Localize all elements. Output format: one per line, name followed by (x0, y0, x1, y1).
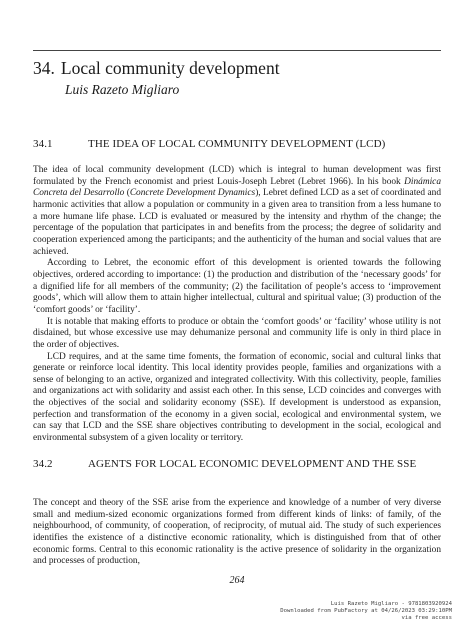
chapter-title (33, 59, 280, 78)
italic-title-text: Concrete Development Dynamics (129, 188, 256, 199)
section-number: 34.2 (33, 458, 53, 470)
chapter-title-text: Local community development (60, 58, 280, 78)
section-title: AGENTS FOR LOCAL ECONOMIC DEVELOPMENT AND THE SSE (88, 458, 417, 470)
chapter-author: Luis Razeto Migliaro (65, 82, 180, 97)
paragraph-text: It is notable that making efforts to produce or obtain the ‘comfort goods’ or ‘facility’ whose utility is not disdained, but whose excessive use may dehumanize personal and community life is only in third place in the order of objectives. (33, 316, 441, 350)
top-rule (33, 50, 441, 51)
footer-line: via free access (401, 615, 452, 622)
chapter-number: 34. (33, 58, 55, 78)
body-paragraph (33, 258, 441, 316)
page-number: 264 (229, 575, 245, 586)
paragraph-text: The concept and theory of the SSE arise from the experience and knowledge of a number of very diverse small and medium-sized economic organizations formed from different kinds of links: of family, of the neighbourhood, of community, of cooperation, of reciprocity, of mutual aid. The study of such experiences identifies the existence of a distinctive economic rationality, which is distinguished from that of other economic forms. Central to this economic rationality is the active presence of solidarity in the organization and processes of production, (33, 498, 441, 567)
body-paragraph (33, 498, 441, 568)
section-heading-2 (33, 458, 417, 471)
section-1-body (33, 165, 441, 445)
italic-title-text: Dinámica Concreta del Desarrollo (33, 176, 441, 199)
paragraph-text: LCD requires, and at the same time foments, the formation of economic, social and cultural links that generate or reinforce local identity. This local identity provides people, families and organizations with a sense of belonging to an active, organized and integrated collectivity. With this collectivity, people, families and organizations act with solidarity and assist each other. In this sense, LCD coincides and converges with the objectives of the social and solidarity economy (SSE). If development is understood as expansion, perfection and transformation of the economy in a given social, ecological and environmental system, we can say that LCD and the SSE share objectives contributing to development in the social, ecological and environmental subsystem of a given locality or territory. (33, 351, 441, 444)
footer-line: Downloaded from PubFactory at 04/26/2023 03:29:10PM (280, 608, 452, 615)
section-heading-1 (33, 138, 386, 151)
section-title: THE IDEA OF LOCAL COMMUNITY DEVELOPMENT (LCD) (88, 138, 386, 150)
body-paragraph (33, 352, 441, 445)
section-number: 34.1 (33, 138, 53, 150)
download-footer (280, 601, 452, 623)
body-paragraph (33, 165, 441, 258)
body-paragraph (33, 317, 441, 352)
paragraph-text: According to Lebret, the economic effort of this development is oriented towards the following objectives, ordered according to importance: (1) the production and distribution of the ‘necessary goods’ for a dignified life for all members of the community; (2) the facilitation of people’s access to ‘improvement goods’, which will allow them to attain higher intellectual, cultural and spiritual value; (3) production of the ‘comfort goods’ or ‘facility’. (33, 258, 441, 315)
paragraph-text: ( (124, 188, 130, 199)
paragraph-text: ), Lebret defined LCD as a set of coordinated and harmonic activities that allow a population or community in a given area to transition from a less humane to a more humane life phase. LCD is evaluated or measured by the intensity and rhythm of the change; the percentage of the population that participates in and benefits from the process; the degree of solidarity and cooperation experienced among the participants; and the authenticity of the human and social values that are achieved. (33, 188, 441, 257)
section-2-body (33, 498, 441, 568)
paragraph-text: The idea of local community development (LCD) which is integral to human development was first formulated by the French economist and priest Louis-Joseph Lebret (Lebret 1966). In his book (33, 165, 441, 187)
footer-line: Luis Razeto Migliaro - 9781803920924 (330, 601, 452, 607)
